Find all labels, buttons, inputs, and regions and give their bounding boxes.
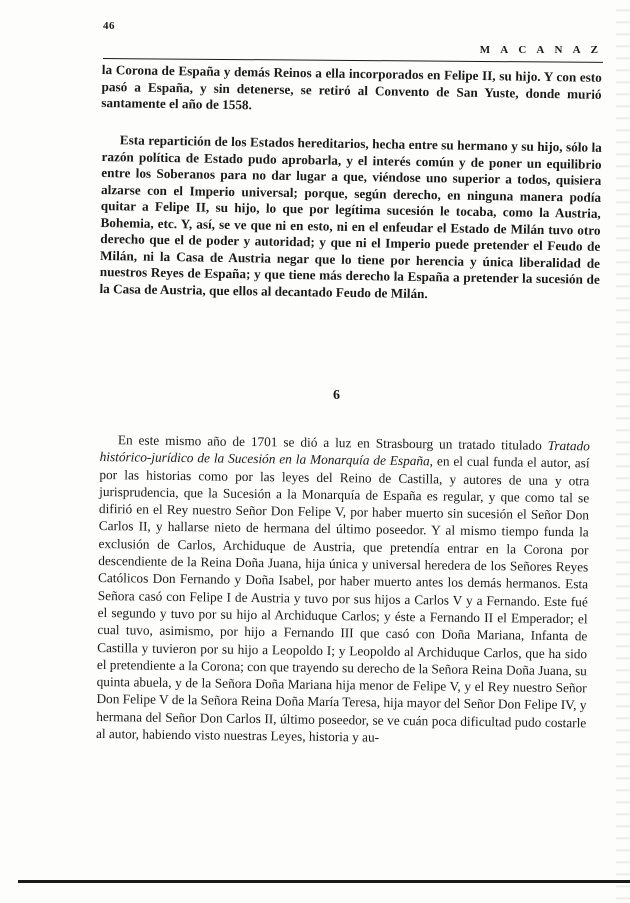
- paragraph-partition: [99, 132, 602, 305]
- section-number: 6: [333, 388, 340, 403]
- paragraph-text: [96, 431, 590, 749]
- paragraph-treatise: [96, 431, 590, 749]
- paragraph-text-rest: , en el cual funda el autor, así por las historias como por las leyes del Reino de Castilla, y autores de una y otra jurisprudencia, que la Sucesión a la Monarquía de España es regular, y que como tal se difirió en el Rey nuestro Señor Don Felipe V, por haber muerto sin sucesión el Señor Don Carlos II, y hallarse nieto de hermana del último poseedor. Y al mismo tiempo funda la exclusión de Carlos, Archiduque de Austria, que pretendía entrar en la Corona por descendiente de la Reina Doña Juana, hija única y universal heredera de los Señores Reyes Católicos Don Fernando y Doña Isabel, por haber muerto antes los demás hermanos. Esta Señora casó con Felipe I de Austria y tuvo por sus hijos a Carlos V y a Fernando. Este fué el segundo y tuvo por su hijo al Archiduque Carlos; y éste a Fernando II el Emperador; el cual tuvo, asimismo, por hijo a Fernando III que casó con Doña Mariana, Infanta de Castilla y tuvieron por su hijo a Leopoldo I; y Leopoldo al Archiduque Carlos, que ha sido el pretendiente a la Corona; con que trayendo su derecho de la Señora Reina Doña Juana, su quinta abuela, y de la Señora Doña Mariana hija menor de Felipe V, y el Rey nuestro Señor Don Felipe V de la Señora Reina Doña María Teresa, hija mayor del Señor Don Felipe IV, y hermana del Señor Don Carlos II, último poseedor, se ve cuán poca dificultad pudo costarle al autor, habiendo visto nuestras Leyes, historia y au-: [95, 453, 590, 745]
- paragraph-continuation: [101, 62, 602, 119]
- paragraph-text-start: En este mismo año de 1701 se dió a luz en Strasbourg un tratado titulado: [117, 432, 548, 453]
- page-number: 46: [103, 20, 115, 32]
- paragraph-text: Esta repartición de los Estados hereditarios, hecha entre su hermano y su hijo, sólo la razón política de Estado pudo aprobarla, y el interés común y de poner un equilibrio entre los Soberanos para no dar lugar a que, viéndose uno superior a todos, quisiera alzarse con el Imperio universal; porque, según derecho, en ninguna manera podía quitar a Felipe II, su hijo, lo que por legítima sucesión le tocaba, como la Austria, Bohemia, etc. Y, así, se ve que ni en esto, ni en el enfeudar el Estado de Milán tuvo otro derecho que el de poder y autoridad; y que ni el Imperio puede pretender el Feudo de Milán, ni la Casa de Austria negar que lo tiene por herencia y única liberalidad de nuestros Reyes de España; y que tiene más derecho la España a pretender la sucesión de la Casa de Austria, que ellos al decantado Feudo de Milán.: [99, 132, 602, 301]
- footer-rule: [18, 880, 630, 883]
- treatise-title: Tratado histórico-jurídico de la Sucesión en la Monarquía de España: [99, 437, 590, 469]
- header-rule: [103, 58, 603, 63]
- paragraph-text: la Corona de España y demás Reinos a ella incorporados en Felipe II, su hijo. Y con esto pasó a España, y sin detenerse, se retiró al Convento de San Yuste, donde murió santamente el año de 1558.: [101, 62, 602, 113]
- scan-edge-shadow: [616, 0, 630, 903]
- running-head: M A C A N A Z: [479, 44, 602, 56]
